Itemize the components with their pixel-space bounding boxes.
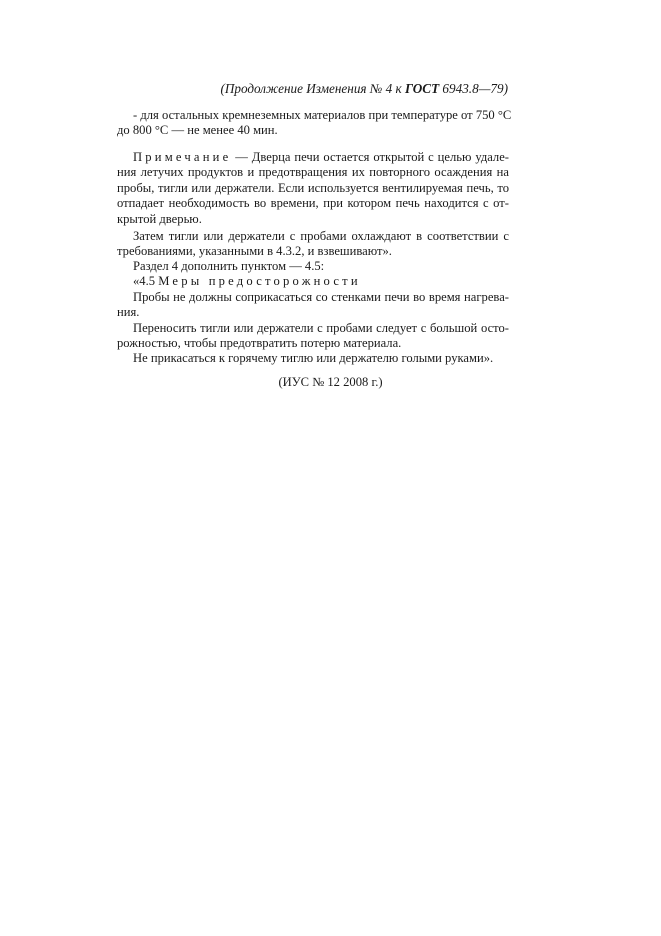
paragraph-samples bbox=[117, 290, 509, 321]
text-line: Затем тигли или держатели с пробами охлаждают в соответствии с bbox=[133, 229, 509, 243]
text-line: Не прикасаться к горячему тиглю или держателю голыми руками». bbox=[133, 351, 494, 365]
text-line: Примечание — Дверца печи остается открытой с целью удале- bbox=[133, 150, 509, 164]
text-line: требованиями, указанными в 4.3.2, и взвешивают». bbox=[117, 244, 392, 259]
header-prefix: (Продолжение Изменения № 4 к bbox=[220, 81, 405, 96]
text-line: Переносить тигли или держатели с пробами следует с большой осто- bbox=[133, 321, 509, 335]
header-gost: ГОСТ bbox=[404, 81, 440, 96]
text-line: отпадает необходимость во времени, при котором печь находится с от- bbox=[117, 196, 509, 211]
paragraph-carry bbox=[117, 321, 509, 352]
note-label: Примечание bbox=[133, 150, 232, 164]
text-line: Раздел 4 дополнить пунктом — 4.5: bbox=[133, 259, 325, 273]
text-line bbox=[117, 274, 509, 289]
clause-title: Меры предосторожности bbox=[158, 274, 361, 288]
paragraph-section-addition bbox=[117, 259, 509, 274]
text-line: до 800 °С — не менее 40 мин. bbox=[117, 123, 278, 138]
header-number: 6943.8—79) bbox=[439, 81, 508, 96]
paragraph-cooling bbox=[117, 229, 509, 260]
text-line: ния. bbox=[117, 305, 140, 320]
clause-number: «4.5 bbox=[133, 274, 159, 288]
clause-heading bbox=[117, 274, 509, 289]
text-line: Пробы не должны соприкасаться со стенками печи во время нагрева- bbox=[133, 290, 509, 304]
footer-reference: (ИУС № 12 2008 г.) bbox=[278, 375, 383, 389]
paragraph-temperature bbox=[117, 108, 512, 139]
text-line: - для остальных кремнеземных материалов при температуре от 750 °С bbox=[133, 108, 512, 122]
page-header bbox=[220, 81, 508, 97]
text-line: ния летучих продуктов и предотвращения их повторного осаждения на bbox=[117, 165, 509, 180]
paragraph-warning bbox=[117, 351, 509, 366]
paragraph-note bbox=[117, 150, 509, 227]
text-line: пробы, тигли или держатели. Если используется вентилируемая печь, то bbox=[117, 180, 509, 195]
text-line: рожностью, чтобы предотвратить потерю материала. bbox=[117, 336, 402, 351]
text-line: крытой дверью. bbox=[117, 211, 202, 226]
